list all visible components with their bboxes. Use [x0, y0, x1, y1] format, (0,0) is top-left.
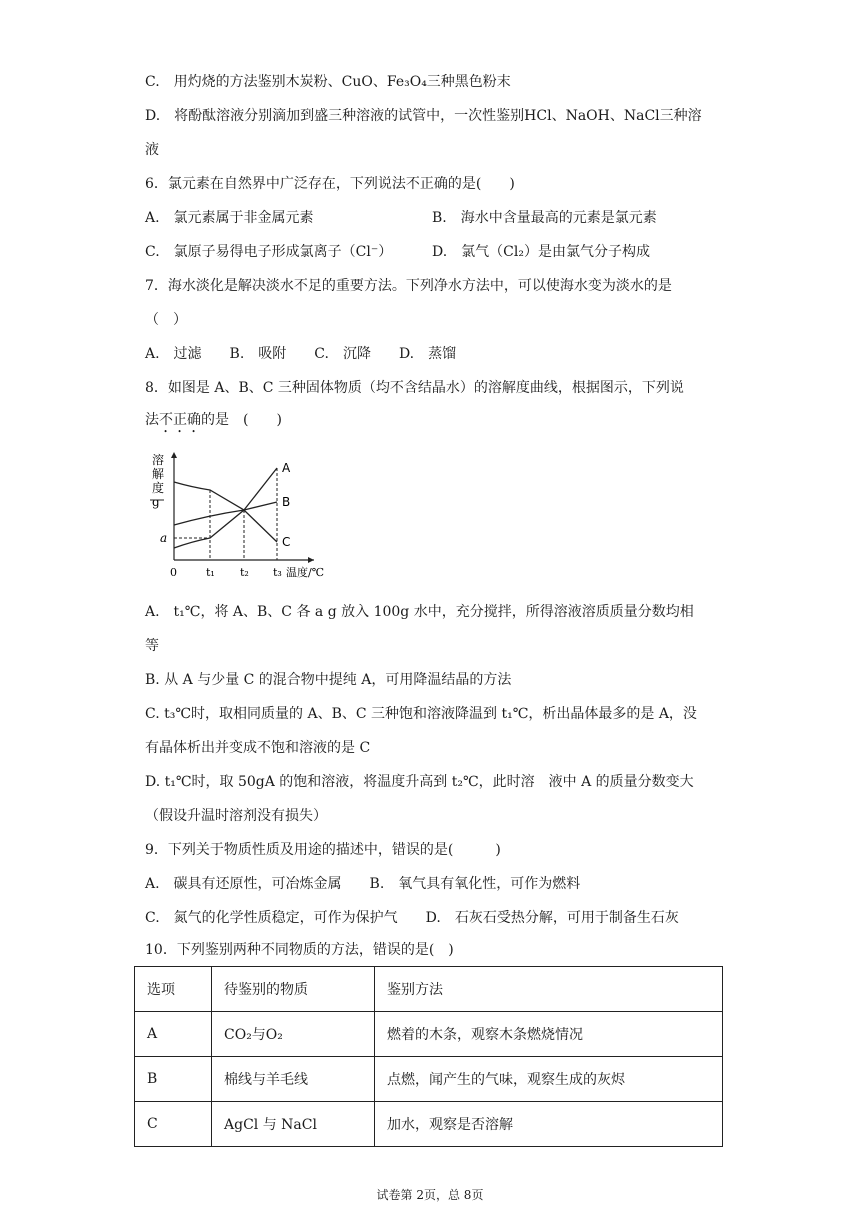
- header-cell: 待鉴别的物质: [212, 967, 375, 1012]
- y-marker-a: a: [160, 531, 168, 545]
- q8-emphasis: 不正确: [159, 412, 201, 428]
- y-axis-label-char: 溶: [152, 453, 165, 467]
- question-10: 10．下列鉴别两种不同物质的方法，错误的是( ): [145, 942, 454, 958]
- question-9: 9．下列关于物质性质及用途的描述中，错误的是( ): [145, 842, 501, 858]
- y-axis-arrow: [171, 452, 177, 458]
- curve-b: [174, 502, 277, 525]
- curve-label-c: C: [282, 535, 291, 549]
- y-axis-label-char: 解: [152, 467, 165, 481]
- q7-options: A. 过滤 B. 吸附 C. 沉降 D. 蒸馏: [145, 346, 457, 362]
- q9-options-ab: A. 碳具有还原性，可冶炼金属 B. 氧气具有氧化性，可作为燃料: [145, 876, 581, 892]
- q8-cont-pre: 法: [145, 412, 159, 428]
- q6-option-b: B. 海水中含量最高的元素是氯元素: [432, 210, 657, 226]
- q8-option-c: C. t₃℃时，取相同质量的 A、B、C 三种饱和溶液降温到 t₁℃，析出晶体最多的是 A，没: [145, 706, 697, 722]
- q6-option-c: C. 氯原子易得电子形成氯离子（Cl⁻）: [145, 244, 393, 260]
- header-cell: 鉴别方法: [375, 967, 723, 1012]
- table-row: [135, 1012, 723, 1057]
- table-cell: CO₂与O₂: [212, 1012, 375, 1057]
- x-tick-label: t₂: [240, 566, 249, 579]
- x-axis-arrow: [308, 557, 314, 563]
- x-tick-label: t₁: [206, 566, 215, 579]
- comparison-table: [134, 966, 723, 1147]
- curve-label-b: B: [282, 495, 291, 509]
- question-8-cont: [145, 410, 282, 436]
- option-d-prev: D. 将酚酞溶液分别滴加到盛三种溶液的试管中，一次性鉴别HCl、NaOH、NaCl三种溶: [145, 108, 702, 124]
- q8-option-d: D. t₁℃时，取 50gA 的饱和溶液，将温度升高到 t₂℃，此时溶 液中 A 的质量分数变大: [145, 774, 694, 790]
- question-7: 7．海水淡化是解决淡水不足的重要方法。下列净水方法中，可以使海水变为淡水的是: [145, 278, 672, 294]
- table-cell: B: [135, 1057, 212, 1102]
- table-cell: 加水，观察是否溶解: [375, 1102, 723, 1147]
- table-cell: 点燃，闻产生的气味，观察生成的灰烬: [375, 1057, 723, 1102]
- table-cell: 棉线与羊毛线: [212, 1057, 375, 1102]
- option-c-prev: C. 用灼烧的方法鉴别木炭粉、CuO、Fe₃O₄三种黑色粉末: [145, 74, 511, 90]
- q8-cont-post: 的是 ( ): [201, 412, 282, 428]
- question-7-cont: （ ）: [145, 312, 187, 328]
- q9-options-cd: C. 氮气的化学性质稳定，可作为保护气 D. 石灰石受热分解，可用于制备生石灰: [145, 910, 679, 926]
- q8-option-c-cont: 有晶体析出并变成不饱和溶液的是 C: [145, 740, 371, 756]
- q8-option-a-cont: 等: [145, 638, 159, 654]
- table-cell: C: [135, 1102, 212, 1147]
- question-8: 8．如图是 A、B、C 三种固体物质（均不含结晶水）的溶解度曲线，根据图示，下列说: [145, 380, 684, 396]
- curve-label-a: A: [282, 461, 291, 475]
- y-axis-label-char: g: [152, 495, 160, 509]
- q8-option-a: A. t₁℃，将 A、B、C 各 a g 放入 100g 水中，充分搅拌，所得溶液溶质质量分数均相: [145, 604, 694, 620]
- q6-option-a: A. 氯元素属于非金属元素: [145, 210, 314, 226]
- option-d-prev-cont: 液: [145, 142, 159, 158]
- header-cell: 选项: [135, 967, 212, 1012]
- x-tick-label: 0: [170, 566, 177, 579]
- page-footer: 试卷第 2页，总 8页: [376, 1188, 484, 1202]
- x-tick-label: t₃: [273, 566, 282, 579]
- table-cell: 燃着的木条，观察木条燃烧情况: [375, 1012, 723, 1057]
- table-row: [135, 1102, 723, 1147]
- q8-option-d-cont: （假设升温时溶剂没有损失）: [145, 808, 327, 824]
- solubility-chart: [148, 452, 348, 587]
- curve-a: [174, 468, 277, 548]
- q6-option-d: D. 氯气（Cl₂）是由氯气分子构成: [432, 244, 650, 260]
- table-cell: AgCl 与 NaCl: [212, 1102, 375, 1147]
- table-row: [135, 1057, 723, 1102]
- x-axis-label: 温度/℃: [286, 566, 325, 579]
- table-header-row: [135, 967, 723, 1012]
- curve-c: [174, 482, 277, 542]
- table-cell: A: [135, 1012, 212, 1057]
- y-axis-label-char: 度: [152, 481, 165, 495]
- q8-option-b: B. 从 A 与少量 C 的混合物中提纯 A，可用降温结晶的方法: [145, 672, 512, 688]
- question-6: 6．氯元素在自然界中广泛存在，下列说法不正确的是( ): [145, 176, 515, 192]
